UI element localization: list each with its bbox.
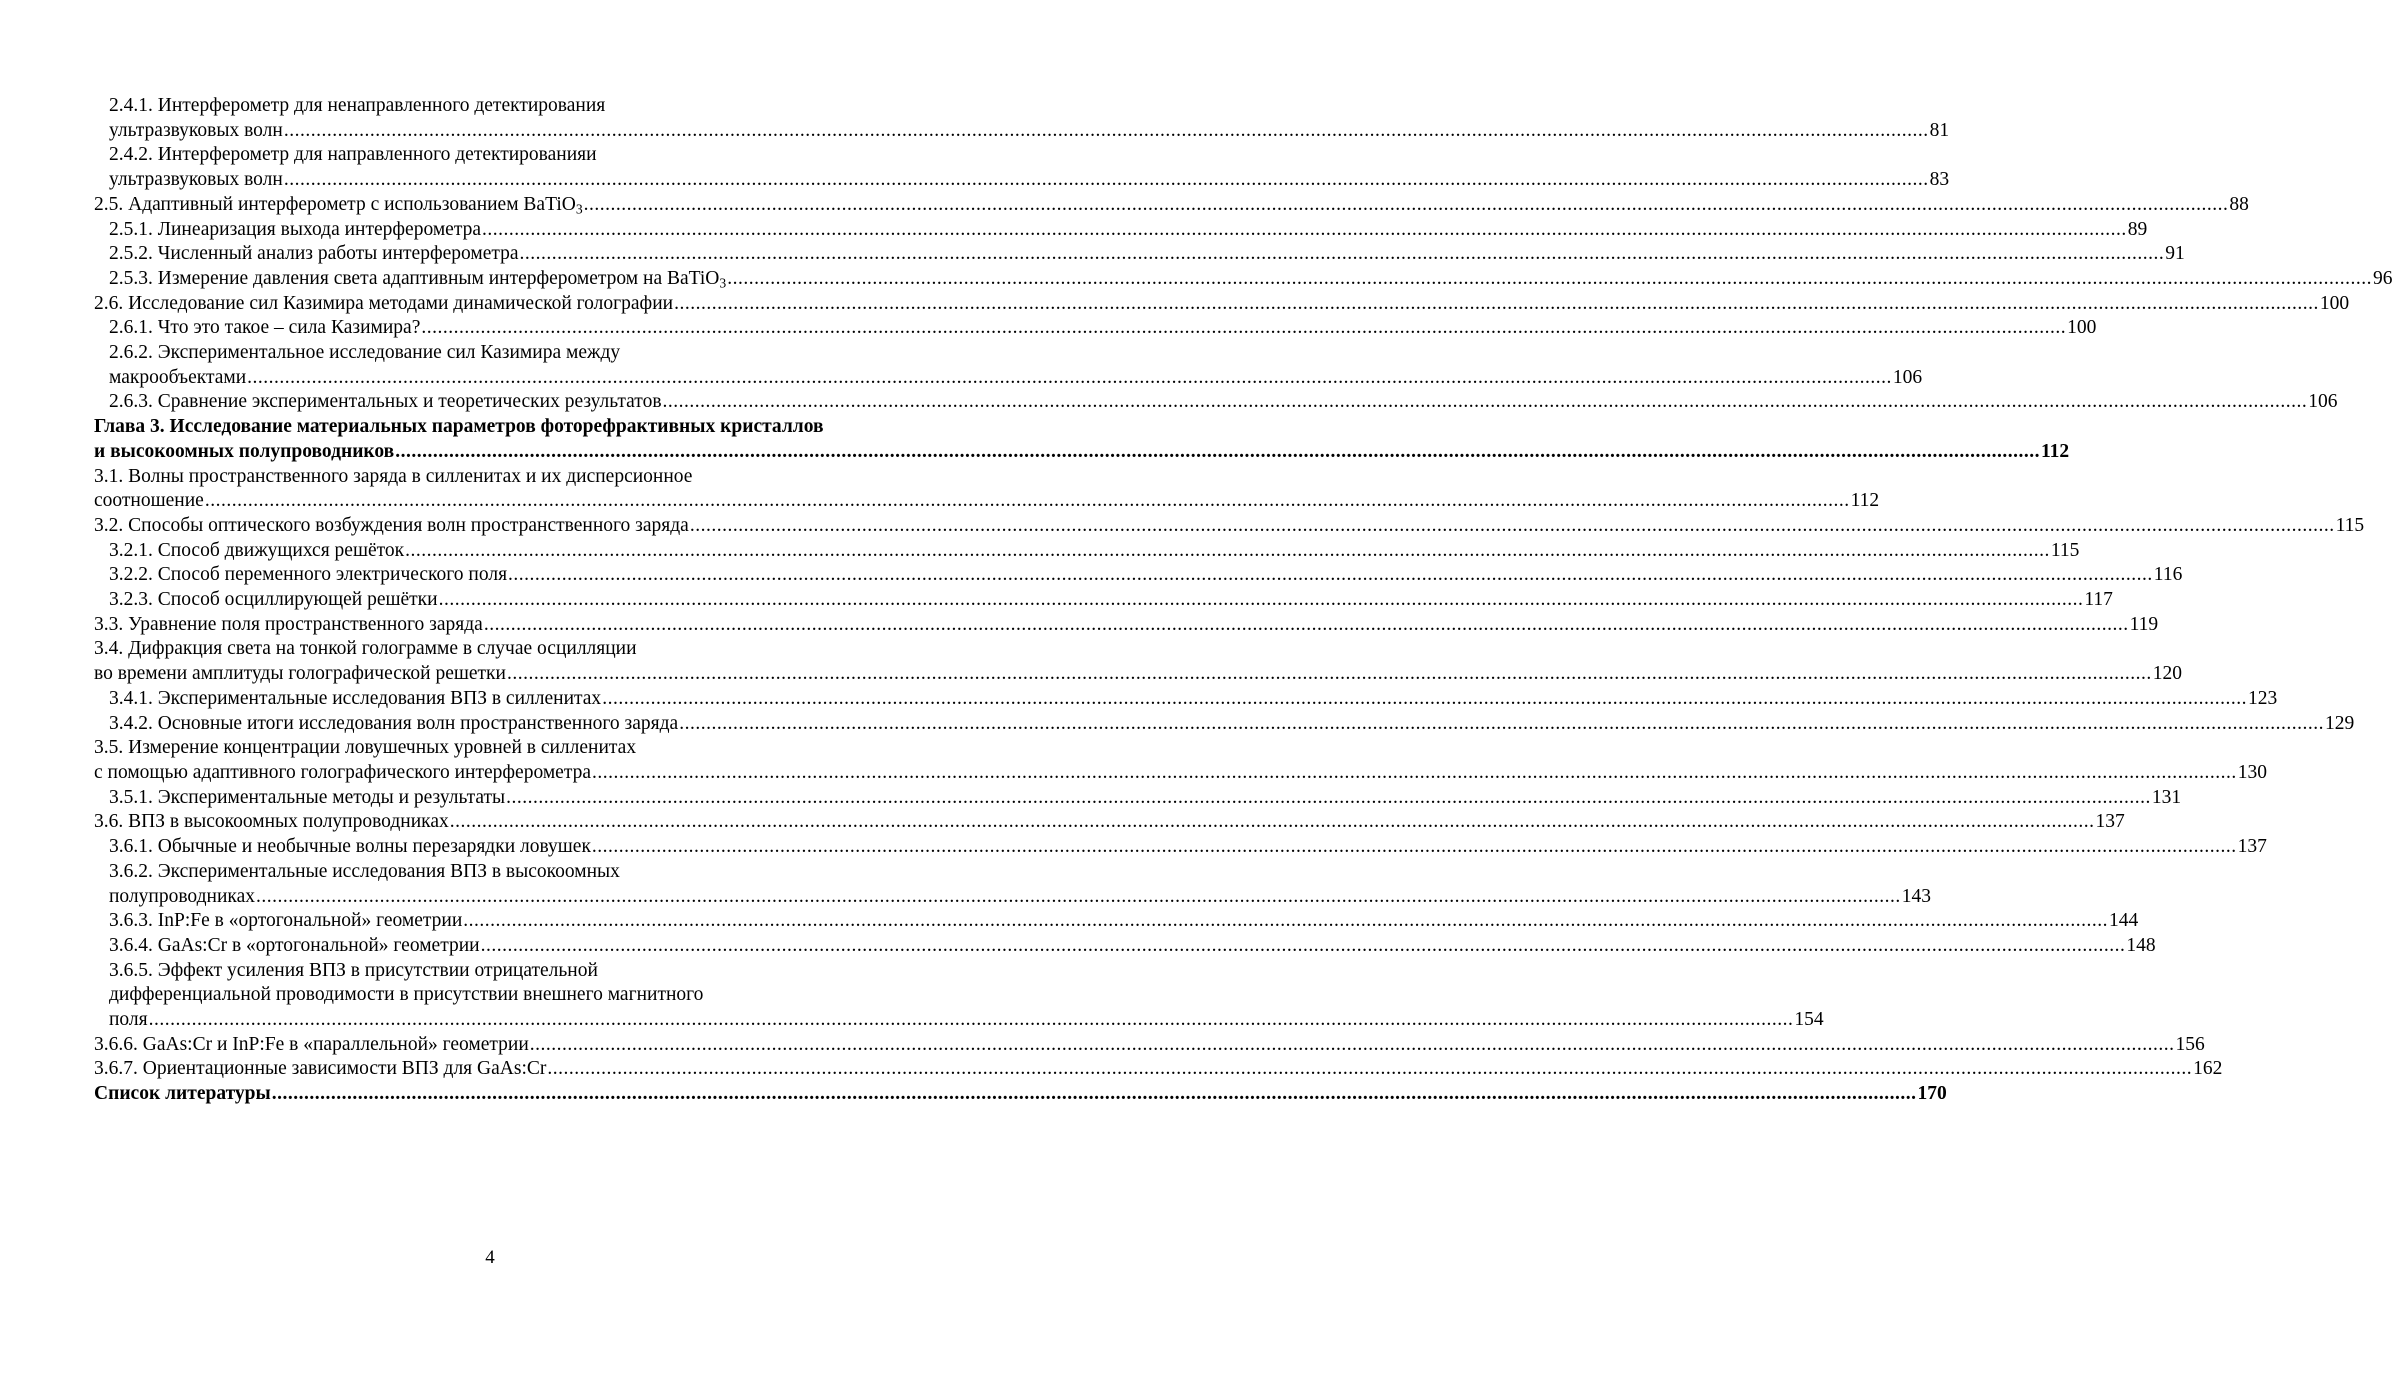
toc-page-number: 154 xyxy=(1794,1009,1824,1031)
toc-page-number: 100 xyxy=(2067,317,2097,339)
toc-entry-title-text: ультразвуковых волн xyxy=(109,169,283,191)
toc-entry[interactable] xyxy=(94,539,2080,564)
toc-entry-title-text: 2.6.3. Сравнение экспериментальных и теоретических результатов xyxy=(109,391,662,413)
toc-page-number: 100 xyxy=(2319,292,2350,314)
toc-page-number: 112 xyxy=(2040,440,2070,462)
toc-page-number: 131 xyxy=(2151,786,2182,808)
dot-leader xyxy=(591,835,2238,860)
toc-entry[interactable] xyxy=(94,1057,2223,1082)
toc-entry-title-text: 2.5.2. Численный анализ работы интерферометра xyxy=(109,243,519,265)
toc-entry-row xyxy=(94,563,2183,588)
toc-entry-title-text: с помощью адаптивного голографического интерферометра xyxy=(94,761,591,783)
toc-entry-title-text: и высокоомных полупроводников xyxy=(94,440,395,462)
toc-entry[interactable] xyxy=(94,786,2182,811)
dot-leader xyxy=(546,1057,2193,1082)
dot-leader xyxy=(255,885,1902,910)
toc-entry-row xyxy=(94,267,2392,292)
dot-leader xyxy=(283,119,1930,144)
toc-entry-title-text: 3.6.6. GaAs:Cr и InP:Fe в «параллельной» геометрии xyxy=(94,1033,529,1055)
toc-page-number: 123 xyxy=(2247,687,2278,709)
toc-entry[interactable] xyxy=(94,415,2070,464)
toc-entry-title xyxy=(109,119,283,144)
toc-entry-title-line: дифференциальной проводимости в присутствии внешнего магнитного xyxy=(109,984,704,1006)
toc-entry-title-text: 3.4.1. Экспериментальные исследования ВПЗ в силленитах xyxy=(109,687,602,709)
dot-leader xyxy=(662,390,2309,415)
toc-entry-title-text: 3.2. Способы оптического возбуждения волн пространственного заряда xyxy=(94,514,689,536)
toc-entry-row xyxy=(94,366,1923,391)
toc-entry-title xyxy=(109,934,480,959)
toc-entry[interactable] xyxy=(94,292,2350,317)
toc-entry-title-line: 3.5. Измерение концентрации ловушечных уровней в силленитах xyxy=(94,737,637,759)
toc-entry-title xyxy=(109,1008,148,1033)
dot-leader xyxy=(246,366,1893,391)
toc-entry-title-text: 3.2.1. Способ движущихся решёток xyxy=(109,539,405,561)
toc-entry-title xyxy=(94,292,673,317)
toc-entry[interactable] xyxy=(94,242,2185,267)
toc-entry[interactable] xyxy=(94,637,2182,686)
toc-entry-title xyxy=(109,218,481,243)
toc-entry[interactable] xyxy=(94,736,2267,785)
dot-leader xyxy=(420,316,2067,341)
toc-entry-row xyxy=(94,786,2182,811)
toc-entry[interactable] xyxy=(94,687,2278,712)
toc-page-number: 156 xyxy=(2175,1033,2205,1055)
dot-leader xyxy=(283,168,1930,193)
toc-page-number: 120 xyxy=(2152,663,2182,685)
toc-entry[interactable] xyxy=(94,810,2125,835)
toc-entry-title xyxy=(109,786,505,811)
toc-entry-title xyxy=(94,440,394,465)
toc-entry-row xyxy=(94,810,2125,835)
toc-page-number: 162 xyxy=(2193,1058,2223,1080)
toc-entry-title-text: полупроводниках xyxy=(109,885,255,907)
dot-leader xyxy=(519,242,2166,267)
toc-entry-title xyxy=(94,514,689,539)
toc-entry-title-line: 3.1. Волны пространственного заряда в силленитах и их дисперсионное xyxy=(94,465,693,487)
toc-entry-title xyxy=(109,712,678,737)
toc-entry-title xyxy=(94,810,449,835)
toc-entry-title-text: 2.6. Исследование сил Казимира методами динамической голографии xyxy=(94,292,674,314)
toc-entry-row xyxy=(94,292,2350,317)
toc-page-number: 106 xyxy=(1892,366,1923,388)
dot-leader xyxy=(438,588,2085,613)
toc-entry-title-line: Глава 3. Исследование материальных параметров фоторефрактивных кристаллов xyxy=(94,416,824,438)
toc-page-number: 130 xyxy=(2237,761,2267,783)
toc-entry-title xyxy=(109,539,404,564)
toc-entry-row xyxy=(94,909,2139,934)
toc-entry-title-text: 3.3. Уравнение поля пространственного заряда xyxy=(94,613,483,635)
toc-entry-title-text: макрообъектами xyxy=(109,366,247,388)
dot-leader xyxy=(483,613,2130,638)
toc-entry-title xyxy=(94,613,483,638)
toc-entry-row xyxy=(94,885,1931,910)
toc-entry-title-text: 2.5.1. Линеаризация выхода интерферометра xyxy=(109,218,481,240)
toc-entry-row xyxy=(94,1008,1824,1033)
dot-leader xyxy=(204,489,1851,514)
toc-entry-row xyxy=(94,1033,2205,1058)
toc-entry-title-text: 3.2.3. Способ осциллирующей решётки xyxy=(109,589,438,611)
toc-entry[interactable] xyxy=(94,514,2365,539)
toc-entry-title-text: во времени амплитуды голографической решетки xyxy=(94,663,506,685)
toc-entry-title xyxy=(109,588,438,613)
toc-entry-title-line: 3.6.2. Экспериментальные исследования ВПЗ в высокоомных xyxy=(109,860,620,882)
toc-entry-row xyxy=(94,514,2365,539)
dot-leader xyxy=(726,267,2373,292)
dot-leader xyxy=(148,1008,1795,1033)
toc-entry-title xyxy=(94,662,506,687)
toc-entry-title-line: 2.4.1. Интерферометр для ненаправленного детектирования xyxy=(109,95,606,116)
toc-entry-title-text: 3.6.7. Ориентационные зависимости ВПЗ для GaAs:Cr xyxy=(94,1058,547,1080)
toc-page-number: 119 xyxy=(2129,613,2159,635)
toc-entry-title xyxy=(109,390,662,415)
toc-entry-title xyxy=(94,1033,529,1058)
toc-entry-title xyxy=(109,885,255,910)
toc-page-number: 116 xyxy=(2153,564,2183,586)
toc-entry-title xyxy=(94,761,591,786)
toc-entry[interactable] xyxy=(94,316,2097,341)
toc-entry-row xyxy=(94,662,2182,687)
toc-entry-title xyxy=(109,835,591,860)
toc-entry-row xyxy=(94,835,2267,860)
toc-entry-title xyxy=(94,193,583,218)
toc-entry[interactable] xyxy=(94,563,2183,588)
toc-page-number: 115 xyxy=(2335,514,2365,536)
toc-entry[interactable] xyxy=(94,94,1950,143)
toc-entry[interactable] xyxy=(94,341,1923,390)
toc-entry-title-text: 3.4.2. Основные итоги исследования волн пространственного заряда xyxy=(109,712,679,734)
subscript: 3 xyxy=(575,201,583,217)
dot-leader xyxy=(583,193,2230,218)
toc-page-number: 81 xyxy=(1929,119,1950,141)
toc-entry-title-text: 2.6.1. Что это такое – сила Казимира? xyxy=(109,317,421,339)
toc-entry-row xyxy=(94,687,2278,712)
toc-entry-title-text: поля xyxy=(109,1009,148,1031)
toc-entry-row xyxy=(94,539,2080,564)
toc-entry[interactable] xyxy=(94,613,2159,638)
dot-leader xyxy=(673,292,2320,317)
toc-page-number: 96 xyxy=(2372,267,2392,289)
toc-page-number: 89 xyxy=(2127,218,2148,240)
toc-page-number: 112 xyxy=(1850,490,1880,512)
toc-entry[interactable] xyxy=(94,143,1950,192)
toc-entry-row xyxy=(94,761,2267,786)
toc-entry-title xyxy=(94,1082,271,1107)
toc-entry-row xyxy=(94,440,2070,465)
toc-entry-title-text: соотношение xyxy=(94,490,204,512)
toc-page-number: 115 xyxy=(2050,539,2080,561)
toc-entry-title xyxy=(109,316,420,341)
toc-entry-title xyxy=(109,909,462,934)
toc-entry-row xyxy=(94,588,2113,613)
toc-entry-title-line: 2.6.2. Экспериментальное исследование сил Казимира между xyxy=(109,342,621,364)
toc-entry-row xyxy=(94,316,2097,341)
toc-page-number: 170 xyxy=(1917,1083,1947,1105)
toc-entry[interactable] xyxy=(94,465,1880,514)
toc-entry[interactable] xyxy=(94,909,2139,934)
dot-leader xyxy=(689,514,2336,539)
toc-entry-row xyxy=(94,119,1950,144)
page-number: 4 xyxy=(485,1247,495,1268)
toc-page-number: 106 xyxy=(2308,391,2338,413)
toc-entry[interactable] xyxy=(94,712,2355,737)
dot-leader xyxy=(404,539,2051,564)
toc-entry-title xyxy=(94,1057,546,1082)
toc-entry-title xyxy=(109,366,246,391)
dot-leader xyxy=(678,712,2325,737)
toc-entry-row xyxy=(94,1057,2223,1082)
dot-leader xyxy=(591,761,2238,786)
toc-entry-row xyxy=(94,613,2159,638)
toc-page-number: 143 xyxy=(1901,885,1931,907)
toc-entry-title-text: 3.5.1. Экспериментальные методы и результаты xyxy=(109,786,506,808)
toc-page-number: 148 xyxy=(2126,934,2156,956)
dot-leader xyxy=(462,909,2109,934)
toc-entry-row xyxy=(94,193,2249,218)
toc-entry-title-text: 3.6.1. Обычные и необычные волны перезарядки ловушек xyxy=(109,836,591,858)
dot-leader xyxy=(271,1082,1918,1107)
dot-leader xyxy=(507,563,2154,588)
dot-leader xyxy=(394,440,2041,465)
toc-entry-row xyxy=(94,934,2156,959)
toc-entry-title xyxy=(109,563,507,588)
toc-page-number: 117 xyxy=(2084,589,2113,611)
toc-entry-row xyxy=(94,168,1950,193)
table-of-contents xyxy=(94,94,2392,1107)
toc-entry[interactable] xyxy=(94,390,2338,415)
toc-entry-title-text: 3.6. ВПЗ в высокоомных полупроводниках xyxy=(94,811,449,833)
dot-leader xyxy=(480,934,2127,959)
toc-entry[interactable] xyxy=(94,1033,2205,1058)
toc-entry-title xyxy=(109,267,726,292)
toc-page-number: 144 xyxy=(2109,910,2139,932)
toc-entry[interactable] xyxy=(94,267,2392,292)
toc-entry-title-text: 3.6.4. GaAs:Cr в «ортогональной» геометрии xyxy=(109,934,480,956)
toc-entry-title xyxy=(94,489,204,514)
toc-entry-title-text: ультразвуковых волн xyxy=(109,119,283,141)
dot-leader xyxy=(601,687,2248,712)
dot-leader xyxy=(449,810,2096,835)
toc-entry[interactable] xyxy=(94,835,2267,860)
toc-entry[interactable] xyxy=(94,193,2249,218)
toc-entry[interactable] xyxy=(94,959,1824,1033)
toc-entry-title xyxy=(109,242,519,267)
toc-entry-title-text: 2.5.3. Измерение давления света адаптивным интерферометром на BaTiO xyxy=(109,267,720,289)
toc-entry-title-line: 3.6.5. Эффект усиления ВПЗ в присутствии отрицательной xyxy=(109,959,598,981)
toc-entry[interactable] xyxy=(94,1082,1947,1107)
toc-page-number: 137 xyxy=(2095,811,2125,833)
toc-entry-title-text: 2.5. Адаптивный интерферометр с использованием BaTiO xyxy=(94,193,576,215)
toc-entry-title-text: Список литературы xyxy=(94,1083,271,1105)
toc-entry[interactable] xyxy=(94,860,1931,909)
toc-page-number: 137 xyxy=(2237,836,2267,858)
dot-leader xyxy=(529,1033,2176,1058)
toc-entry[interactable] xyxy=(94,934,2156,959)
dot-leader xyxy=(481,218,2128,243)
toc-entry-row xyxy=(94,218,2148,243)
dot-leader xyxy=(505,786,2152,811)
toc-entry-title-text: 3.2.2. Способ переменного электрического поля xyxy=(109,564,508,586)
toc-entry[interactable] xyxy=(94,588,2113,613)
toc-entry-row xyxy=(94,712,2355,737)
toc-entry-title-text: 3.6.3. InP:Fe в «ортогональной» геометрии xyxy=(109,910,463,932)
toc-page-number: 83 xyxy=(1929,169,1950,191)
toc-page-number: 88 xyxy=(2229,193,2249,215)
toc-entry-title xyxy=(109,168,283,193)
dot-leader xyxy=(506,662,2153,687)
toc-entry[interactable] xyxy=(94,218,2148,243)
toc-entry-row xyxy=(94,390,2338,415)
toc-entry-title-line: 3.4. Дифракция света на тонкой голограмме в случае осцилляции xyxy=(94,638,637,660)
toc-page-number: 91 xyxy=(2165,243,2185,265)
toc-entry-row xyxy=(94,242,2185,267)
toc-page-number: 129 xyxy=(2324,712,2355,734)
toc-entry-row xyxy=(94,1082,1947,1107)
toc-entry-title-line: 2.4.2. Интерферометр для направленного детектированияи xyxy=(109,144,597,166)
toc-entry-row xyxy=(94,489,1880,514)
subscript: 3 xyxy=(719,275,727,291)
toc-entry-title xyxy=(109,687,601,712)
